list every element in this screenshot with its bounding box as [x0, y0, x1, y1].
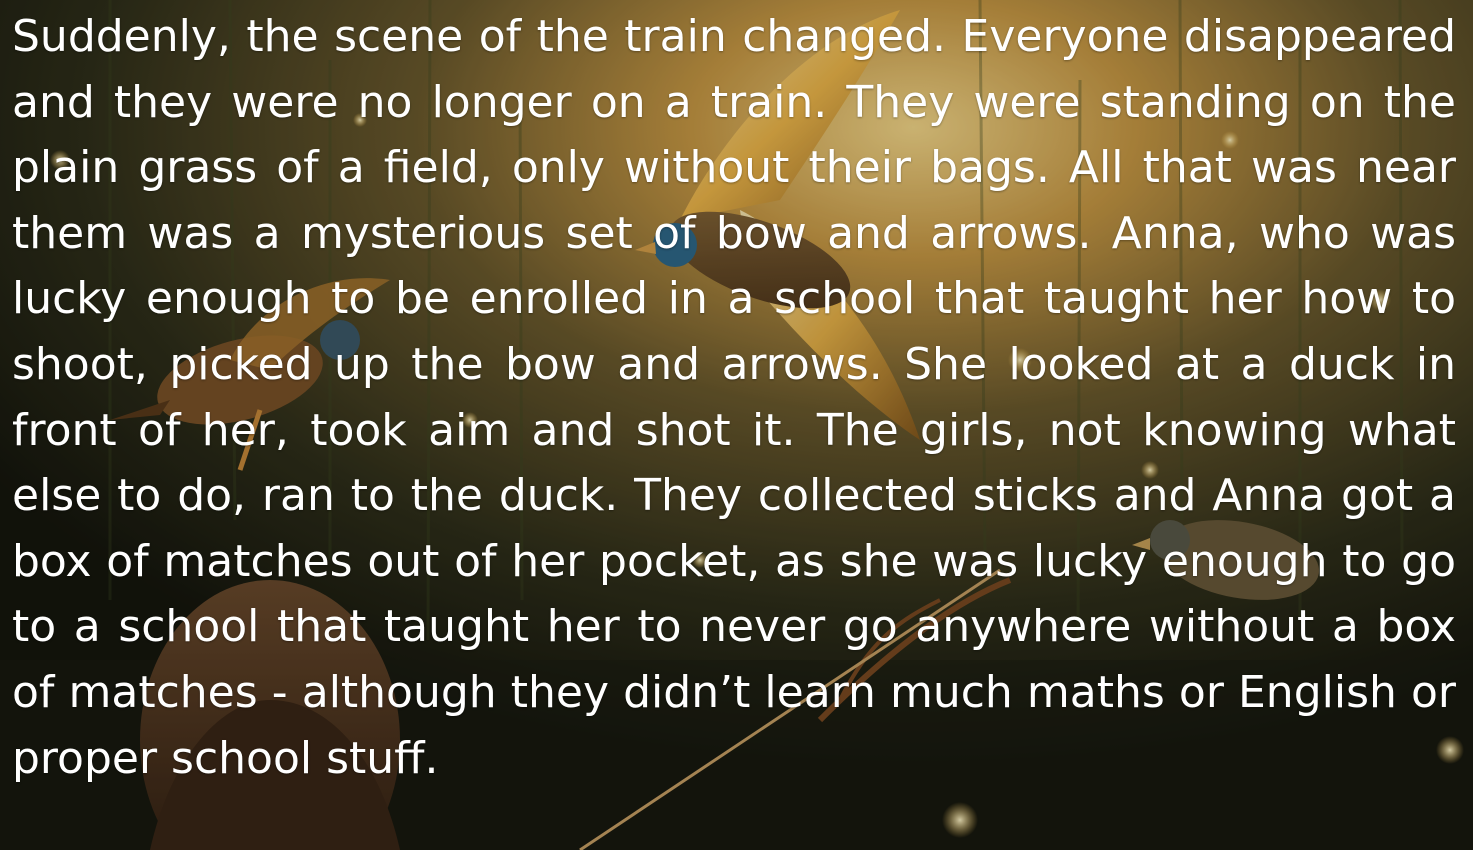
story-paragraph: Suddenly, the scene of the train changed. Everyone disappeared and they were no longer on a train. They were standing on the plain grass of a field, only without their bags. All that was near them was a mysterious set of bow and arrows. Anna, who was lucky enough to be enrolled in a school that taught her how to shoot, picked up the bow and arrows. She looked at a duck in front of her, took aim and shot it. The girls, not knowing what else to do, ran to the duck. They collected sticks and Anna got a box of matches out of her pocket, as she was lucky enough to go to a school that taught her to never go anywhere without a box of matches - although they didn’t learn much maths or English or proper school stuff.: [12, 11, 1456, 784]
